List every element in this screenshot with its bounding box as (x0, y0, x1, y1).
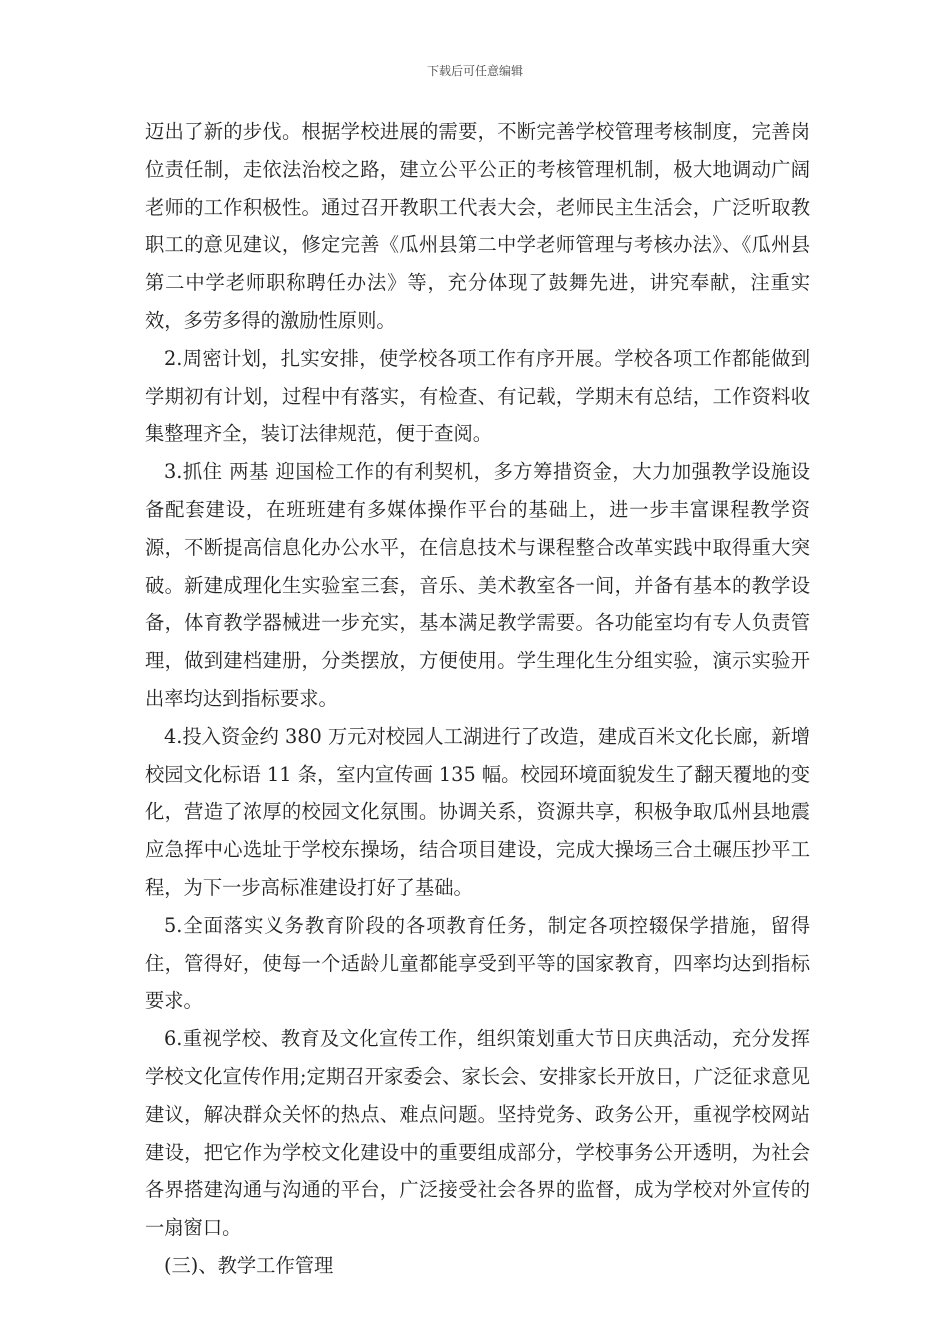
paragraph-item-3: 3.抓住 两基 迎国检工作的有利契机，多方筹措资金，大力加强教学设施设备配套建设，在班班建有多媒体操作平台的基础上，进一步丰富课程教学资源，不断提高信息化办公水平，在信息技术与课程整合改革实践中取得重大突破。新建成理化生实验室三套，音乐、美术教室各一间，并备有基本的教学设备，体育教学器械进一步充实，基本满足教学需要。各功能室均有专人负责管理，做到建档建册，分类摆放，方便使用。学生理化生分组实验，演示实验开出率均达到指标要求。 (145, 460, 810, 710)
paragraph-item-5: 5.全面落实义务教育阶段的各项教育任务，制定各项控辍保学措施，留得住，管得好，使每一个适龄儿童都能享受到平等的国家教育，四率均达到指标要求。 (145, 913, 810, 1013)
paragraph-item-4: 4.投入资金约 380 万元对校园人工湖进行了改造，建成百米文化长廊，新增校园文化标语 11 条，室内宣传画 135 幅。校园环境面貌发生了翻天覆地的变化，营造了浓厚的校园文化氛围。协调关系，资源共享，积极争取瓜州县地震应急挥中心选址于学校东操场，结合项目建设，完成大操场三合土碾压抄平工程，为下一步高标准建设打好了基础。 (145, 724, 810, 899)
paragraph-item-6: 6.重视学校、教育及文化宣传工作，组织策划重大节日庆典活动，充分发挥学校文化宣传作用;定期召开家委会、家长会、安排家长开放日，广泛征求意见建议，解决群众关怀的热点、难点问题。坚持党务、政务公开，重视学校网站建设，把它作为学校文化建设中的重要组成部分，学校事务公开透明，为社会各界搭建沟通与沟通的平台，广泛接受社会各界的监督，成为学校对外宣传的一扇窗口。 (145, 1027, 810, 1240)
document-body (145, 113, 810, 1285)
paragraph-continuation: 迈出了新的步伐。根据学校进展的需要，不断完善学校管理考核制度，完善岗位责任制，走依法治校之路，建立公平公正的考核管理机制，极大地调动广阔老师的工作积极性。通过召开教职工代表大会，老师民主生活会，广泛听取教职工的意见建议，修定完善《瓜州县第二中学老师管理与考核办法》、《瓜州县第二中学老师职称聘任办法》等，充分体现了鼓舞先进，讲究奉献，注重实效，多劳多得的激励性原则。 (145, 120, 810, 332)
section-heading: (三)、教学工作管理 (164, 1253, 334, 1277)
paragraph-item-2: 2.周密计划，扎实安排，使学校各项工作有序开展。学校各项工作都能做到学期初有计划，过程中有落实，有检查、有记载，学期末有总结，工作资料收集整理齐全，装订法律规范，便于查阅。 (145, 346, 810, 446)
page-header: 下载后可任意编辑 (426, 64, 523, 78)
